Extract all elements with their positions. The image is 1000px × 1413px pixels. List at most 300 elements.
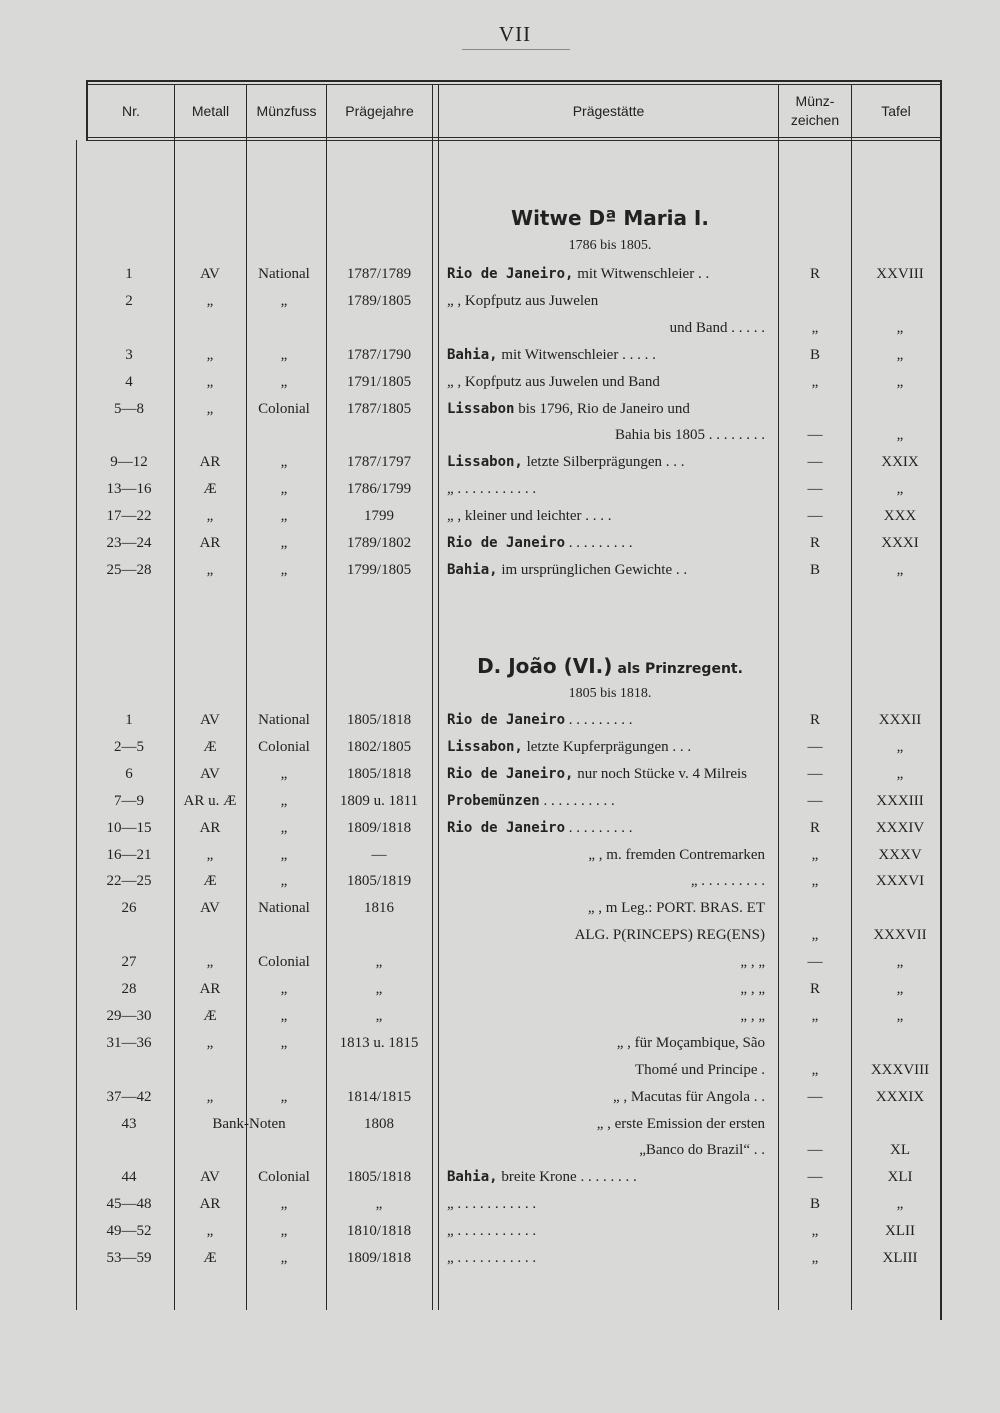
cell-praegestaette [447,927,765,944]
table-row [0,896,1000,922]
cell-praegestaette [447,1089,765,1106]
cell-praegestaette [447,1035,765,1052]
cell-muenzfuss: „ [280,792,288,809]
mint-description: nur noch Stücke v. 4 Milreis [573,765,748,782]
cell-muenzfuss: „ [280,819,288,836]
cell-tafel: XXVIII [876,266,924,282]
cell-muenzfuss: „ [280,292,288,309]
mint-description: „ , Kopfputz aus Juwelen und Band [447,373,660,390]
cell-muenzfuss: „ [280,1007,288,1024]
cell-muenzfuss: „ [280,1223,288,1240]
cell-praegestaette [447,454,765,471]
cell-muenzfuss: „ [280,1250,288,1266]
cell-praegestaette [447,320,765,337]
cell-muenzzeichen: — [807,765,823,782]
cell-tafel: XXXV [878,846,922,863]
cell-nr: 22—25 [106,873,152,890]
table-row [0,397,1000,423]
cell-praegejahre: 1787/1805 [346,400,412,417]
table-row [0,950,1000,976]
section2-subtitle: 1805 bis 1818. [568,686,652,701]
mint-description: „ , Macutas für Angola . . [612,1088,765,1105]
cell-muenzfuss: Colonial [258,738,310,755]
table-row [0,1058,1000,1084]
table-row [0,1085,1000,1111]
cell-praegejahre: 1816 [364,900,394,917]
table-row [0,1112,1000,1138]
cell-nr: 5—8 [114,400,144,417]
cell-praegestaette [447,847,765,864]
cell-tafel: „ [896,346,904,363]
cell-muenzzeichen: „ [811,846,819,863]
cell-nr: 1 [125,712,133,728]
cell-muenzzeichen: „ [811,1007,819,1024]
cell-metall: Æ [203,481,217,498]
cell-muenzzeichen: R [809,712,820,728]
cell-muenzzeichen: — [807,738,823,755]
cell-muenzzeichen: B [809,346,820,363]
cell-praegestaette [447,347,765,364]
table-row [0,789,1000,815]
table-row [0,477,1000,503]
cell-tafel: XXXIV [875,819,925,836]
cell-tafel: „ [896,1196,904,1213]
cell-nr: 31—36 [106,1034,152,1051]
mint-description: letzte Kupferprägungen . . . [522,738,692,755]
cell-praegejahre: 1791/1805 [346,373,412,390]
cell-muenzzeichen: R [809,981,820,997]
mint-place: Bahia, [447,346,498,363]
cell-muenzfuss: „ [280,765,288,782]
mint-place: Bahia, [447,561,498,578]
cell-muenzfuss: „ [280,535,288,551]
table-row [0,316,1000,342]
cell-praegejahre: „ [375,1196,383,1213]
header-praegejahre: Prägejahre [345,102,414,119]
mint-place: Rio de Janeiro, [447,765,574,782]
table-top-rule [86,80,942,82]
cell-praegestaette [447,1250,765,1267]
mint-description: „ . . . . . . . . . . . [447,1250,537,1266]
cell-praegestaette [447,508,765,525]
cell-tafel: „ [896,319,904,336]
cell-praegestaette [447,739,765,756]
mint-description: „ , „ [740,954,765,971]
mint-description: bis 1796, Rio de Janeiro und [514,400,690,417]
cell-muenzzeichen: R [809,266,820,282]
table-row [0,289,1000,315]
cell-muenzzeichen: — [807,427,823,444]
cell-metall: AR [199,981,221,997]
header-muenzzeichen [779,88,851,134]
section1-subtitle: 1786 bis 1805. [568,238,652,253]
mint-description: „ , „ [740,1007,765,1024]
cell-praegestaette [447,1116,765,1133]
cell-tafel: XXXIII [876,792,924,809]
cell-nr: 7—9 [114,792,144,809]
cell-tafel: XLIII [882,1250,918,1266]
cell-muenzzeichen: „ [811,1250,819,1266]
mint-description: breite Krone . . . . . . . . [497,1169,637,1186]
cell-metall: „ [206,1088,214,1105]
cell-metall: „ [206,954,214,971]
cell-muenzzeichen: — [807,508,823,525]
cell-tafel: XLI [887,1169,913,1186]
mint-description: Thomé und Principe . [635,1061,765,1078]
cell-metall: „ [206,1223,214,1240]
cell-praegejahre: 1799 [364,508,394,525]
table-row [0,708,1000,734]
table-row [0,869,1000,895]
cell-praegejahre: „ [375,981,383,997]
cell-muenzfuss: „ [280,373,288,390]
cell-metall: AR u. Æ [183,792,237,809]
cell-nr: 43 [121,1115,137,1132]
cell-muenzzeichen: „ [811,1061,819,1078]
mint-place: Rio de Janeiro [447,819,566,836]
mint-place: Lissabon, [447,738,523,755]
cell-nr: 3 [125,346,133,363]
table-row [0,977,1000,1003]
mint-description: . . . . . . . . . [565,819,633,836]
cell-metall: Æ [203,738,217,755]
page-number: VII [498,22,532,46]
cell-muenzfuss: Colonial [258,1169,310,1186]
table-row [0,1192,1000,1218]
cell-tafel: XXXI [881,535,919,551]
mint-description: . . . . . . . . . [565,535,633,551]
table-row [0,531,1000,557]
table-row [0,843,1000,869]
cell-praegestaette [447,900,765,917]
cell-muenzfuss: National [258,266,310,282]
cell-metall: AR [199,535,221,551]
cell-praegejahre: 1809/1818 [346,819,412,836]
table-row [0,762,1000,788]
table-row [0,1246,1000,1272]
cell-muenzfuss: Colonial [258,400,310,417]
mint-description: „ . . . . . . . . . . . [447,1196,537,1213]
mint-description: . . . . . . . . . [565,712,633,728]
cell-muenzfuss: National [258,712,310,728]
table-row [0,816,1000,842]
mint-description: . . . . . . . . . . [539,792,615,809]
cell-praegestaette [447,1169,765,1186]
cell-muenzfuss: „ [280,481,288,498]
cell-muenzfuss: National [258,900,310,917]
cell-muenzzeichen: „ [811,1223,819,1240]
cell-nr: 49—52 [106,1223,152,1240]
cell-tafel: „ [896,765,904,782]
page-number-rule [462,49,570,50]
table-row [0,923,1000,949]
cell-praegestaette [447,1008,765,1025]
header-nr: Nr. [122,102,140,119]
cell-nr: 27 [121,954,137,971]
cell-nr: 25—28 [106,561,152,578]
cell-muenzzeichen: B [809,561,820,578]
cell-tafel: „ [896,954,904,971]
cell-praegestaette [447,712,765,729]
cell-tafel: XL [890,1142,910,1159]
cell-tafel: „ [896,738,904,755]
cell-praegejahre: 1787/1797 [346,454,412,471]
cell-nr: 9—12 [110,454,148,471]
cell-muenzzeichen: „ [811,373,819,390]
mint-description: mit Witwenschleier . . [573,266,710,282]
cell-praegestaette [447,401,765,418]
cell-nr: 17—22 [106,508,152,525]
cell-metall: Æ [203,873,217,890]
cell-metall: AV [200,266,220,282]
cell-praegestaette [447,1196,765,1213]
cell-muenzzeichen: B [809,1196,820,1213]
cell-praegestaette [447,374,765,391]
mint-place: Rio de Janeiro, [447,266,574,282]
cell-praegestaette [447,562,765,579]
cell-praegestaette [447,481,765,498]
mint-place: Rio de Janeiro [447,535,566,551]
cell-praegejahre: 1802/1805 [346,738,412,755]
cell-praegejahre: 1810/1818 [346,1223,412,1240]
cell-praegejahre: 1799/1805 [346,561,412,578]
cell-tafel: „ [896,427,904,444]
mint-description: „ , Kopfputz aus Juwelen [447,292,599,309]
cell-muenzzeichen: — [807,481,823,498]
cell-muenzzeichen: „ [811,873,819,890]
table-row [0,1165,1000,1191]
cell-nr: 10—15 [106,819,152,836]
cell-praegejahre: 1809/1818 [346,1250,412,1266]
mint-place: Lissabon [447,400,515,417]
mint-description: „ , für Moçambique, São [616,1034,765,1051]
cell-muenzfuss: „ [280,981,288,997]
mint-description: und Band . . . . . [669,319,765,336]
cell-tafel: XXX [883,508,917,525]
table-row [0,370,1000,396]
mint-place: Lissabon, [447,454,523,471]
mint-description: „ , m Leg.: PORT. BRAS. ET [587,900,765,917]
table-row [0,1004,1000,1030]
cell-muenzzeichen: R [809,535,820,551]
cell-metall: Æ [203,1250,217,1266]
header-bottom-rule [86,137,942,138]
cell-nr: 29—30 [106,1007,152,1024]
cell-praegestaette [447,293,765,310]
cell-muenzzeichen: — [807,454,823,471]
cell-metall: „ [206,373,214,390]
cell-bank-noten: Bank-Noten [212,1115,286,1132]
cell-nr: 23—24 [106,535,152,551]
mint-description: ALG. P(RINCEPS) REG(ENS) [574,927,765,944]
cell-metall: „ [206,561,214,578]
header-muenzfuss: Münzfuss [256,102,317,119]
cell-praegestaette [447,981,765,998]
section2-title [440,654,780,678]
cell-nr: 13—16 [106,481,152,498]
cell-praegejahre: 1787/1789 [346,266,412,282]
cell-tafel: XXXIX [875,1088,925,1105]
cell-muenzzeichen: — [807,1169,823,1186]
table-row [0,735,1000,761]
cell-muenzfuss: „ [280,873,288,890]
mint-place: Rio de Janeiro [447,712,566,728]
cell-muenzzeichen: „ [811,927,819,944]
cell-praegejahre: 1814/1815 [346,1088,412,1105]
cell-praegestaette [447,1062,765,1079]
mint-description: „ . . . . . . . . . . . [447,1223,537,1240]
cell-muenzfuss: „ [280,561,288,578]
cell-praegejahre: 1805/1819 [346,873,412,890]
table-row [0,1031,1000,1057]
cell-muenzzeichen: — [807,1088,823,1105]
section2-title-main: D. João (VI.) [477,654,613,678]
cell-nr: 1 [125,266,133,282]
cell-praegejahre: „ [375,954,383,971]
section1-title-main: Witwe Dª Maria I. [511,206,709,230]
cell-nr: 53—59 [106,1250,152,1266]
cell-nr: 4 [125,373,133,390]
cell-praegestaette [447,535,765,552]
cell-metall: AV [200,712,220,728]
header-muenzzeichen-line2: zeichen [790,112,840,128]
cell-praegejahre: 1805/1818 [346,1169,412,1186]
cell-muenzzeichen: — [807,792,823,809]
table-row [0,343,1000,369]
cell-muenzfuss: „ [280,846,288,863]
cell-muenzfuss: „ [280,1196,288,1213]
header-bottom-rule-2 [86,140,942,141]
cell-muenzzeichen: — [807,954,823,971]
cell-praegejahre: 1813 u. 1815 [339,1034,419,1051]
cell-muenzfuss: „ [280,346,288,363]
mint-description: „ , „ [740,981,765,997]
mint-place: Probemünzen [447,792,540,809]
table-row [0,504,1000,530]
cell-metall: AR [199,819,221,836]
mint-description: „ . . . . . . . . . . . [447,481,537,498]
mint-description: Bahia bis 1805 . . . . . . . . [615,427,765,444]
cell-praegestaette [447,954,765,971]
mint-place: Bahia, [447,1169,498,1186]
cell-nr: 2—5 [114,738,144,755]
section1-title [440,206,780,230]
table-row [0,1138,1000,1164]
cell-praegestaette [447,266,765,283]
cell-praegejahre: 1805/1818 [346,712,412,728]
mint-description: „ . . . . . . . . . [690,873,765,890]
cell-muenzzeichen: „ [811,319,819,336]
cell-metall: „ [206,346,214,363]
table-row [0,262,1000,288]
cell-praegejahre: 1809 u. 1811 [339,792,419,809]
cell-tafel: „ [896,561,904,578]
cell-metall: „ [206,508,214,525]
cell-nr: 6 [125,765,133,782]
table-top-rule-inner [86,84,942,85]
cell-praegejahre: 1808 [364,1115,394,1132]
cell-metall: „ [206,292,214,309]
cell-tafel: XXXII [878,712,922,728]
cell-praegestaette [447,766,765,783]
cell-metall: „ [206,1034,214,1051]
header-muenzzeichen-line1: Münz- [795,93,835,110]
cell-muenzfuss: „ [280,454,288,471]
cell-metall: AV [200,900,220,917]
section2-title-suffix: als Prinzregent. [617,661,743,677]
mint-description: „Banco do Brazil“ . . [639,1142,765,1159]
cell-praegejahre: 1789/1802 [346,535,412,551]
cell-metall: AV [200,1169,220,1186]
cell-tafel: XLII [885,1223,915,1240]
cell-nr: 28 [121,981,137,997]
cell-nr: 2 [125,292,133,309]
mint-description: „ , erste Emission der ersten [596,1115,765,1132]
cell-metall: „ [206,400,214,417]
cell-muenzfuss: „ [280,508,288,525]
cell-metall: „ [206,846,214,863]
cell-metall: AR [199,1196,221,1213]
cell-muenzzeichen: — [807,1142,823,1159]
cell-nr: 16—21 [106,846,152,863]
cell-praegejahre: 1805/1818 [346,765,412,782]
cell-praegestaette [447,793,765,810]
cell-praegestaette [447,1142,765,1159]
mint-description: „ , kleiner und leichter . . . . [447,508,612,525]
header-metall: Metall [191,102,230,119]
cell-praegestaette [447,820,765,837]
cell-praegejahre: 1786/1799 [346,481,412,498]
mint-description: letzte Silberprägungen . . . [522,454,685,471]
mint-description: „ , m. fremden Contremarken [588,846,765,863]
cell-praegestaette [447,1223,765,1240]
table-row [0,423,1000,449]
cell-muenzfuss: Colonial [258,954,310,971]
cell-praegestaette [447,873,765,890]
table-row [0,558,1000,584]
cell-praegejahre: 1789/1805 [346,292,412,309]
cell-muenzzeichen: R [809,819,820,836]
cell-tafel: XXXVIII [870,1061,930,1078]
mint-description: mit Witwenschleier . . . . . [497,346,656,363]
cell-nr: 45—48 [106,1196,152,1213]
cell-praegestaette [447,427,765,444]
cell-metall: AV [200,765,220,782]
cell-metall: AR [199,454,221,471]
cell-muenzfuss: „ [280,1088,288,1105]
cell-tafel: XXXVI [875,873,925,890]
mint-description: im ursprünglichen Gewichte . . [497,561,688,578]
cell-nr: 44 [121,1169,137,1186]
cell-praegejahre: 1787/1790 [346,346,412,363]
table-row [0,450,1000,476]
cell-tafel: „ [896,981,904,997]
cell-tafel: „ [896,1007,904,1024]
cell-praegejahre: — [371,846,387,863]
cell-tafel: XXXVII [873,927,927,944]
cell-praegejahre: „ [375,1007,383,1024]
cell-tafel: XXIX [881,454,919,471]
cell-muenzfuss: „ [280,1034,288,1051]
cell-metall: Æ [203,1007,217,1024]
cell-nr: 37—42 [106,1088,152,1105]
header-praegestaette: Prägestätte [572,102,645,119]
table-row [0,1219,1000,1245]
cell-nr: 26 [121,900,137,917]
cell-tafel: „ [896,373,904,390]
header-tafel: Tafel [881,102,911,119]
cell-tafel: „ [896,481,904,498]
